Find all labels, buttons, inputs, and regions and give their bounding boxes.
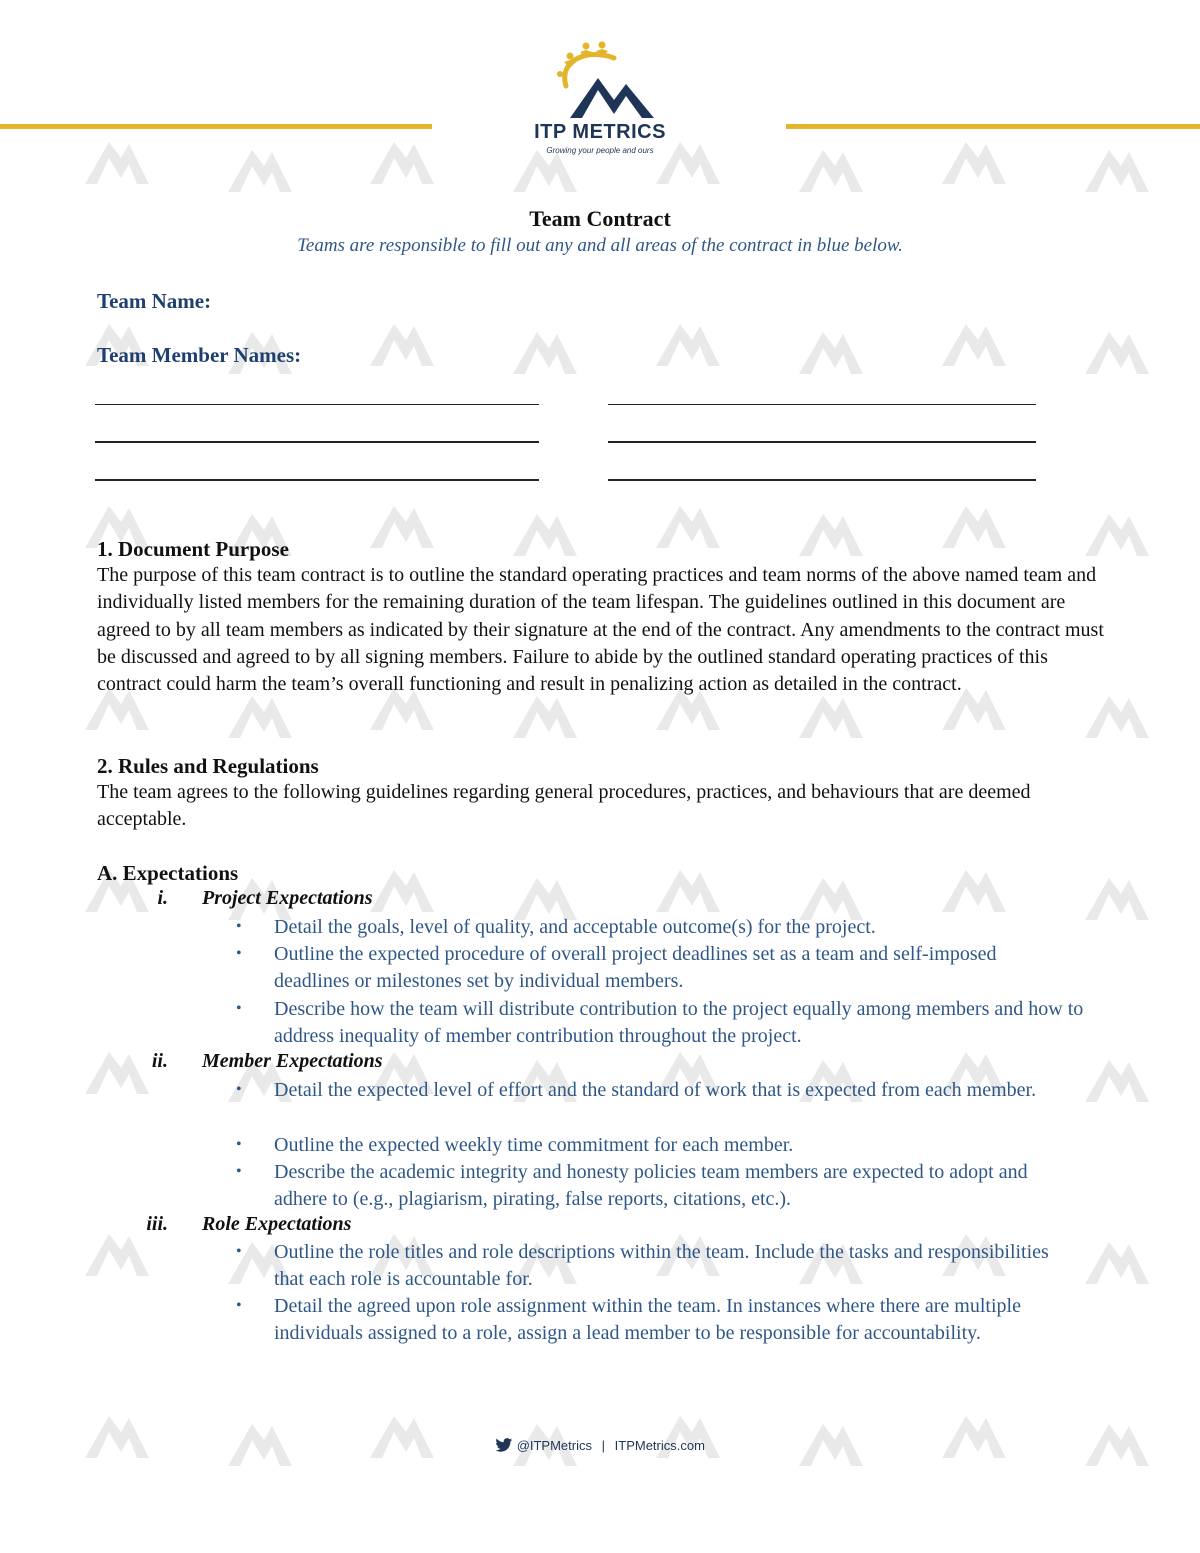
bullet-icon: • bbox=[236, 1297, 242, 1314]
watermark-mountain-icon bbox=[513, 150, 577, 192]
bullet-icon: • bbox=[236, 1243, 242, 1260]
header-rule-left bbox=[0, 124, 432, 129]
list-item: Detail the goals, level of quality, and acceptable outcome(s) for the project. bbox=[274, 916, 876, 938]
watermark-mountain-icon bbox=[799, 696, 863, 738]
document-subtitle: Teams are responsible to fill out any and all areas of the contract in blue below. bbox=[297, 235, 903, 256]
watermark-mountain-icon bbox=[1085, 332, 1149, 374]
subsection-number: ii. bbox=[151, 1050, 168, 1072]
watermark-mountain-icon bbox=[513, 514, 577, 556]
watermark-mountain-icon bbox=[370, 506, 434, 548]
bullet-icon: • bbox=[236, 1136, 242, 1153]
subsection-number: iii. bbox=[146, 1213, 168, 1235]
itp-metrics-logo-icon bbox=[536, 38, 666, 120]
watermark-mountain-icon bbox=[1085, 696, 1149, 738]
watermark-mountain-icon bbox=[228, 150, 292, 192]
team-members-label: Team Member Names: bbox=[97, 343, 302, 367]
member-name-line[interactable] bbox=[608, 479, 1036, 481]
subsection-title-member: Member Expectations bbox=[202, 1050, 383, 1072]
subsection-number: i. bbox=[157, 887, 168, 909]
watermark-mountain-icon bbox=[942, 506, 1006, 548]
watermark-mountain-icon bbox=[799, 514, 863, 556]
watermark-mountain-icon bbox=[942, 324, 1006, 366]
list-item: Outline the role titles and role descriptions within the team. Include the tasks and responsibilities that each role is accountable for. bbox=[274, 1241, 1049, 1291]
footer-separator: | bbox=[601, 1438, 606, 1454]
section-heading-rules: 2. Rules and Regulations bbox=[97, 754, 319, 778]
list-item: Describe the academic integrity and honesty policies team members are expected to adopt and adhere to (e.g., plagiarism, pirating, false reports, citations, etc.). bbox=[274, 1161, 1028, 1211]
team-name-label: Team Name: bbox=[97, 289, 212, 313]
watermark-mountain-icon bbox=[942, 870, 1006, 912]
list-item: Outline the expected weekly time commitment for each member. bbox=[274, 1134, 794, 1156]
watermark-mountain-icon bbox=[513, 332, 577, 374]
bullet-icon: • bbox=[236, 918, 242, 935]
watermark-mountain-icon bbox=[370, 324, 434, 366]
page-footer bbox=[0, 1437, 1200, 1453]
member-name-line[interactable] bbox=[608, 404, 1036, 405]
logo-wordmark: ITP METRICS bbox=[534, 121, 666, 143]
document-title: Team Contract bbox=[529, 206, 671, 231]
watermark-mountain-icon bbox=[656, 506, 720, 548]
section-body-purpose: The purpose of this team contract is to outline the standard operating practices and team norms of the above named team and individually listed members for the remaining duration of the team lifespan. The guidelines outlined in this document are agreed to by all team members as indicated by their signature at the end of the contract. Any amendments to the contract must be discussed and agreed to by all signing members. Failure to abide by the outlined standard operating practices of this contract could harm the team’s overall functioning and result in penalizing action as detailed in the contract. bbox=[97, 564, 1104, 696]
watermark-mountain-icon bbox=[656, 324, 720, 366]
section-heading-purpose: 1. Document Purpose bbox=[97, 537, 289, 561]
section-body-rules: The team agrees to the following guidelines regarding general procedures, practices, and behaviours that are deemed acceptable. bbox=[97, 781, 1031, 831]
list-item: Detail the expected level of effort and the standard of work that is expected from each member. bbox=[274, 1079, 1037, 1101]
watermark-mountain-icon bbox=[370, 142, 434, 184]
subsection-title-project: Project Expectations bbox=[202, 887, 373, 909]
bullet-icon: • bbox=[236, 945, 242, 962]
member-name-line[interactable] bbox=[608, 441, 1036, 443]
member-name-line[interactable] bbox=[95, 404, 539, 405]
watermark-mountain-icon bbox=[799, 332, 863, 374]
twitter-handle[interactable]: @ITPMetrics bbox=[516, 1438, 592, 1454]
header-rule-right bbox=[786, 124, 1200, 129]
bullet-icon: • bbox=[236, 1081, 242, 1098]
watermark-mountain-icon bbox=[370, 870, 434, 912]
member-name-line[interactable] bbox=[95, 441, 539, 443]
logo-tagline: Growing your people and ours bbox=[546, 146, 654, 155]
watermark-mountain-icon bbox=[656, 870, 720, 912]
watermark-mountain-icon bbox=[228, 696, 292, 738]
member-name-line[interactable] bbox=[95, 479, 539, 481]
subsection-heading-expectations: A. Expectations bbox=[97, 861, 239, 885]
watermark-mountain-icon bbox=[942, 142, 1006, 184]
watermark-mountain-icon bbox=[1085, 514, 1149, 556]
list-item: Detail the agreed upon role assignment within the team. In instances where there are multiple individuals assigned to a role, assign a lead member to be responsible for accountability. bbox=[274, 1295, 1021, 1345]
bullet-icon: • bbox=[236, 1000, 242, 1017]
watermark-mountain-icon bbox=[85, 142, 149, 184]
watermark-mountain-icon bbox=[1085, 150, 1149, 192]
watermark-mountain-icon bbox=[85, 1234, 149, 1276]
watermark-mountain-icon bbox=[799, 150, 863, 192]
list-item: Describe how the team will distribute contribution to the project equally among members and how to address inequality of member contribution throughout the project. bbox=[274, 998, 1084, 1048]
watermark-mountain-icon bbox=[1085, 1242, 1149, 1284]
bullet-icon: • bbox=[236, 1163, 242, 1180]
watermark-mountain-icon bbox=[513, 696, 577, 738]
website-link[interactable]: ITPMetrics.com bbox=[614, 1438, 705, 1454]
list-item: Outline the expected procedure of overall project deadlines set as a team and self-imposed deadlines or milestones set by individual members. bbox=[274, 943, 997, 993]
twitter-bird-icon bbox=[495, 1438, 513, 1453]
subsection-title-role: Role Expectations bbox=[202, 1213, 352, 1235]
